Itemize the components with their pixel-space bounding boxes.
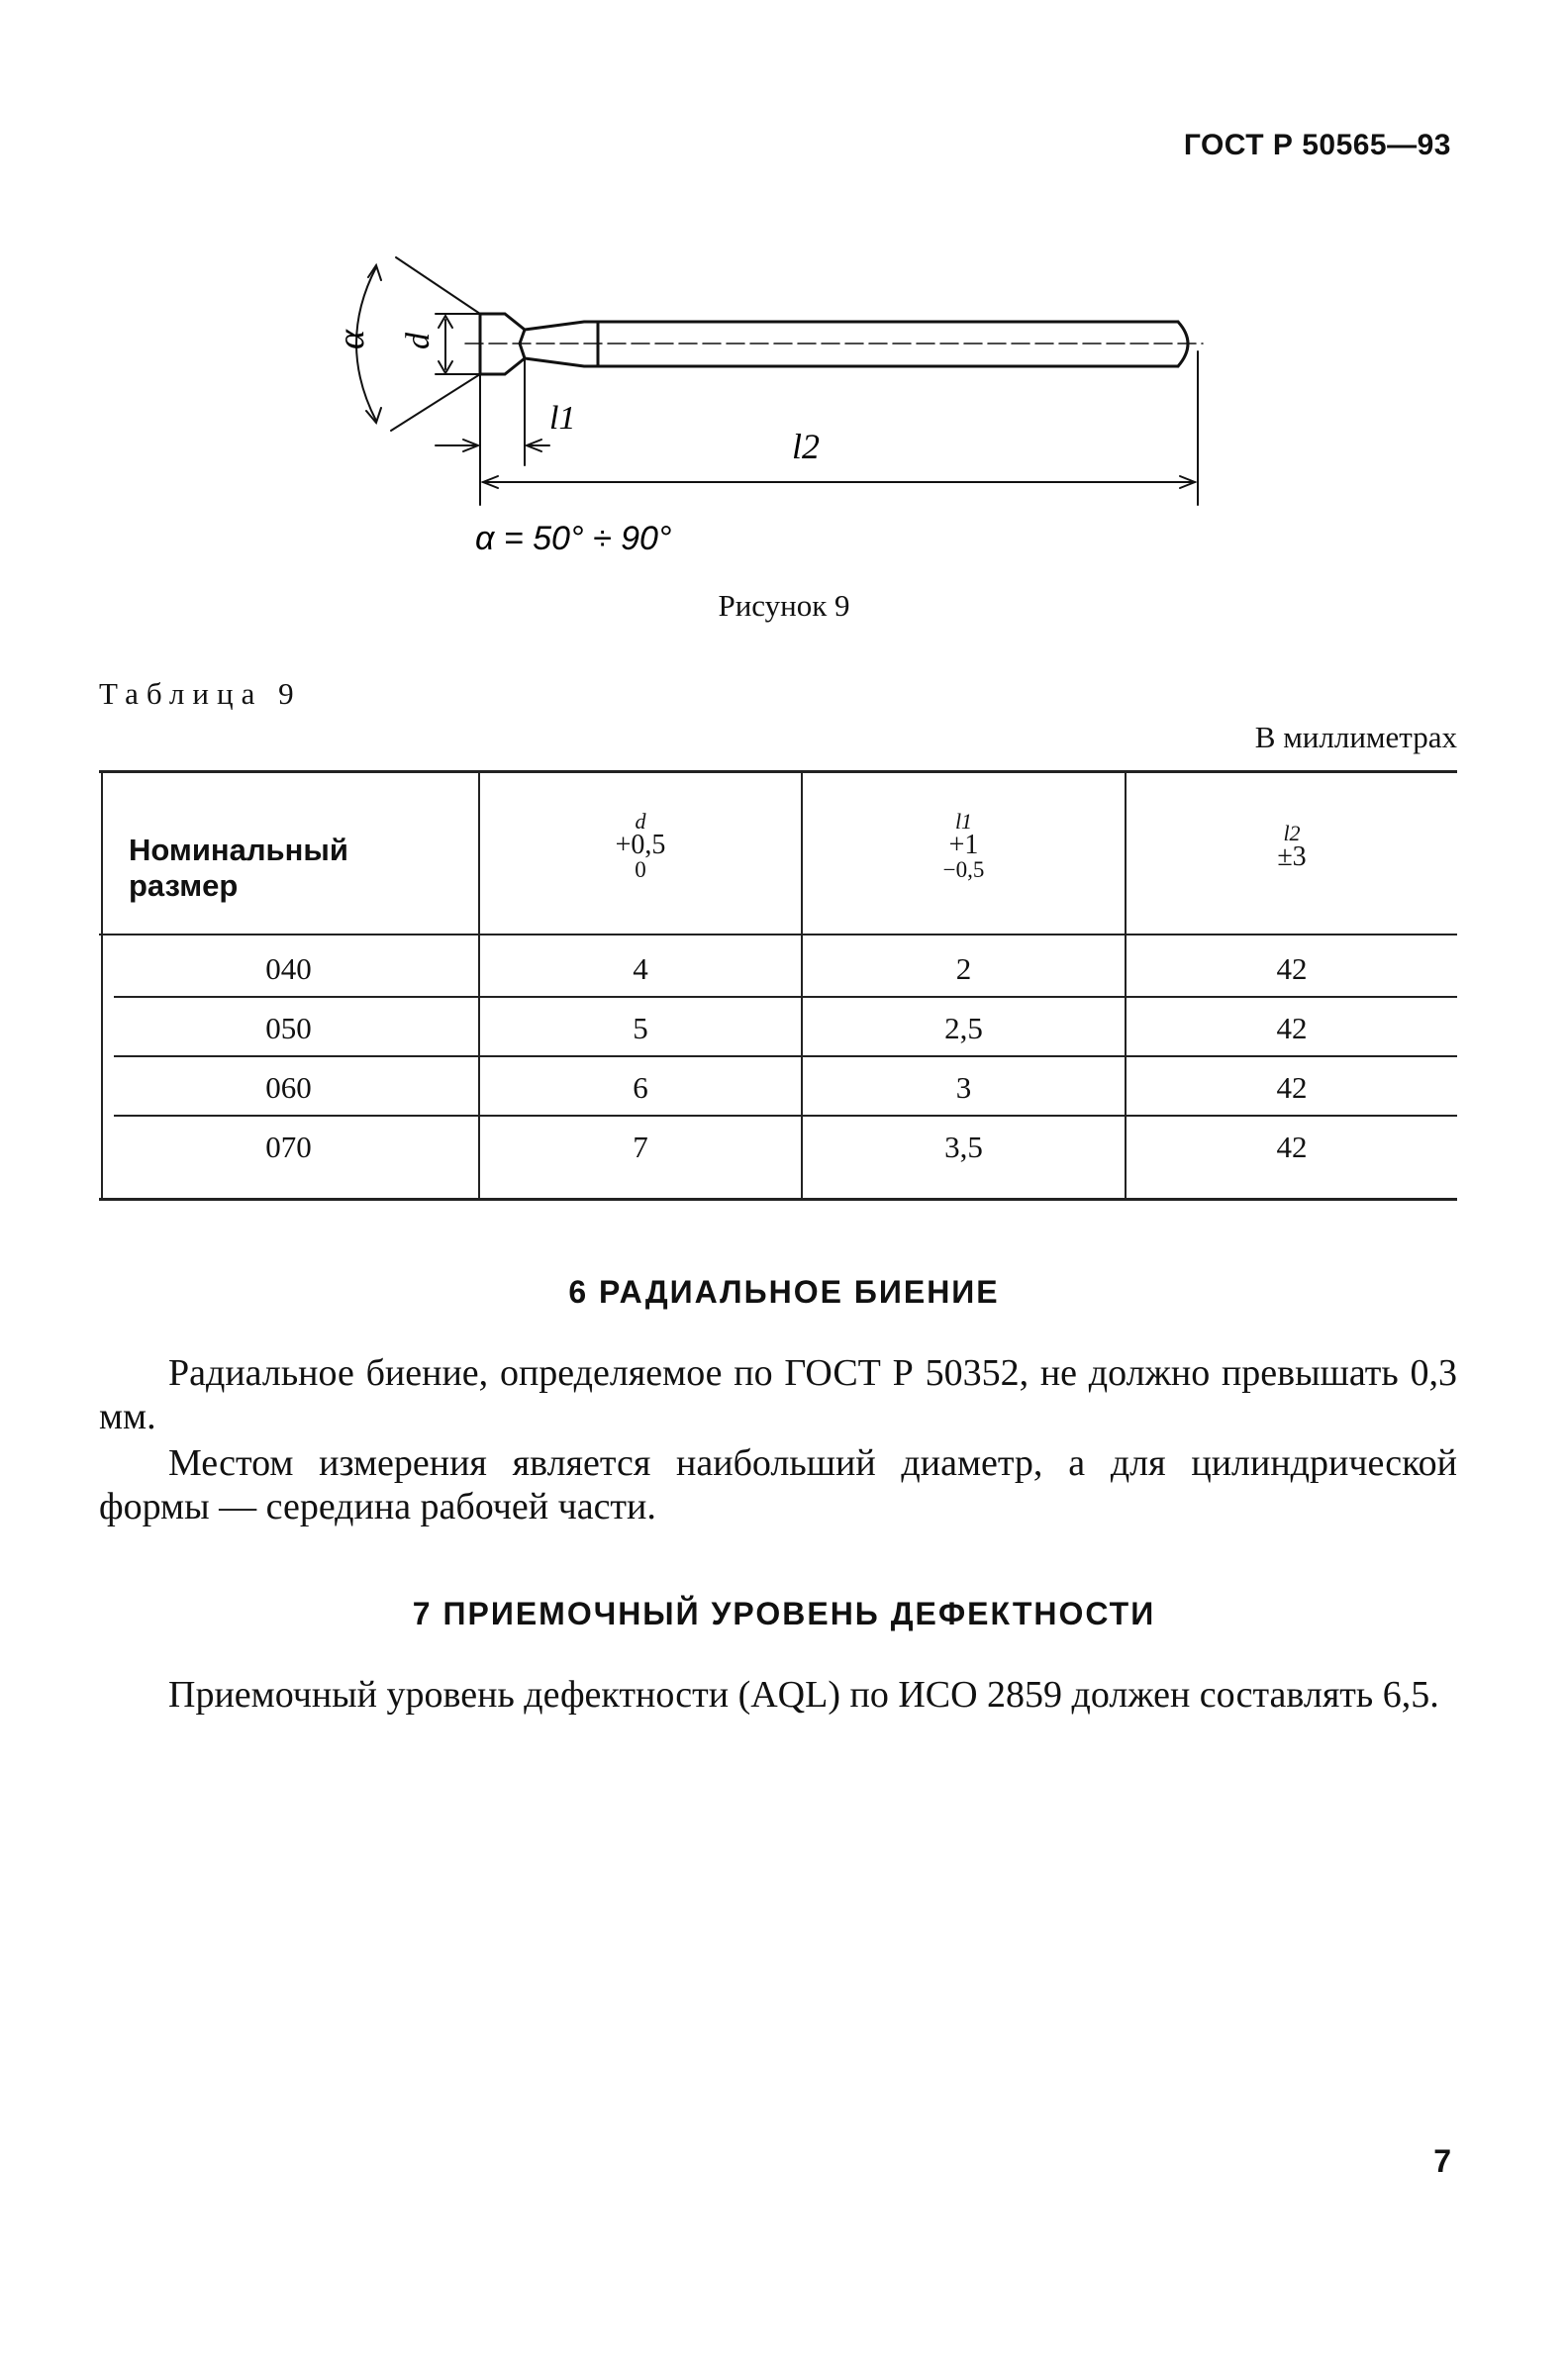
table-cell: 070 [265,1130,312,1164]
angle-formula: α = 50° ÷ 90° [475,520,672,557]
instrument-drawing [307,233,1237,569]
table-cell: 42 [1276,1130,1308,1164]
table-cell: 2 [955,951,972,986]
document-code: ГОСТ Р 50565—93 [1183,129,1451,161]
header-nominal-size: Номинальный размер [129,833,348,903]
dimensions-table [99,770,1457,1208]
table-cell: 6 [633,1070,648,1105]
section-7-title: 7 ПРИЕМОЧНЫЙ УРОВЕНЬ ДЕФЕКТНОСТИ [412,1596,1156,1631]
header-l2: l2 ±3 [1277,821,1307,872]
header-l1: l1 +1 −0,5 [942,809,985,882]
alpha-label: α [331,330,372,349]
l2-label: l2 [792,427,821,466]
page-number: 7 [1433,2143,1451,2179]
table-cell: 42 [1276,1011,1308,1045]
table-cell: 42 [1276,1070,1308,1105]
section-7-paragraph-1: Приемочный уровень дефектности (AQL) по ИСО 2859 должен составлять 6,5. [168,1674,1439,1716]
table-cell: 040 [265,951,312,986]
section-6-title: 6 РАДИАЛЬНОЕ БИЕНИЕ [568,1274,1000,1310]
table-cell: 4 [633,951,648,986]
l1-label: l1 [549,400,576,437]
table-cell: 060 [265,1070,312,1105]
section-6-paragraph-1: Радиальное биение, определяемое по ГОСТ Р 50352, не должно превышать 0,3 мм. [99,1352,1457,1437]
table-cell: 050 [265,1011,312,1045]
table-cell: 7 [633,1130,648,1164]
table-cell: 3,5 [944,1130,983,1164]
table-label: Таблица 9 [99,676,302,711]
table-cell: 3 [955,1070,972,1105]
table-cell: 5 [633,1011,648,1045]
units-note: В миллиметрах [1254,720,1457,754]
figure-caption: Рисунок 9 [718,588,850,623]
table-cell: 42 [1276,951,1308,986]
section-6-paragraph-2: Местом измерения является наибольший диаметр, а для цилиндрической формы — середина рабочей части. [99,1442,1457,1527]
header-d: d +0,5 0 [615,809,666,882]
d-label: d [400,333,437,349]
table-cell: 2,5 [944,1011,983,1045]
